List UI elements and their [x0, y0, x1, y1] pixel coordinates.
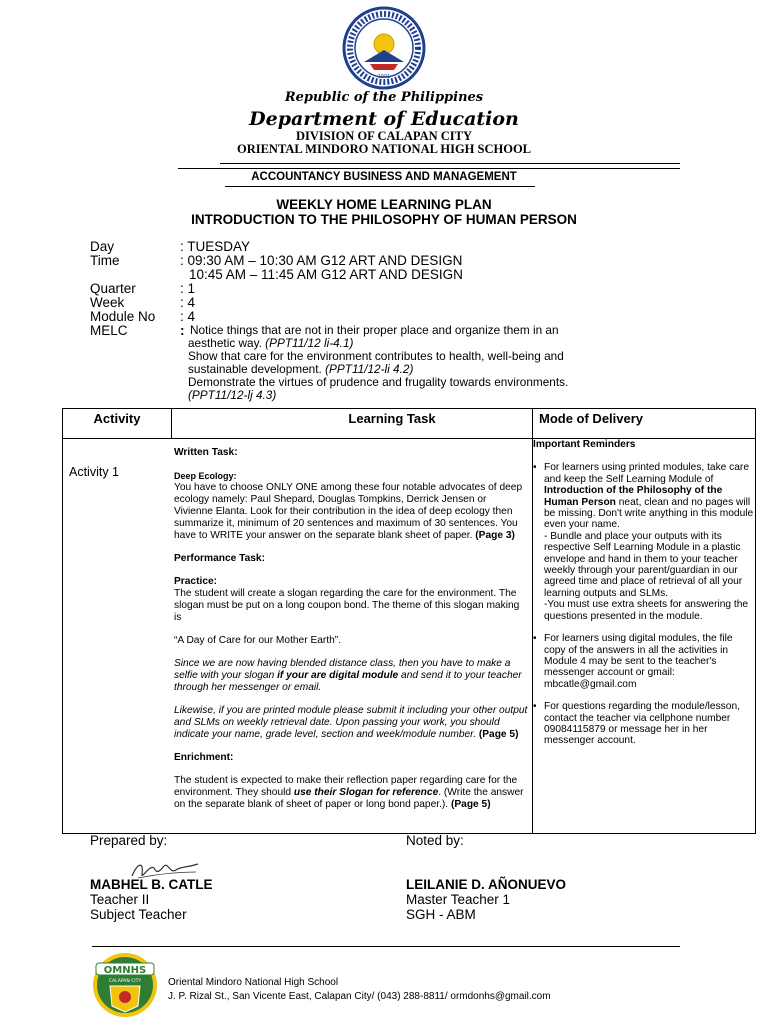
deep-ecology-heading: Deep Ecology:: [174, 471, 237, 481]
digital-instruction: Since we are now having blended distance class, then you have to make a selfie with your slogan if your are digital module and send it to your teacher through her messenger or email.: [174, 658, 522, 693]
department-title: Department of Education: [249, 108, 519, 130]
slogan-theme: “A Day of Care for our Mother Earth”.: [174, 635, 342, 646]
strand-title: ACCOUNTANCY BUSINESS AND MANAGEMENT: [251, 171, 517, 183]
reminders-heading: Important Reminders: [533, 439, 636, 450]
prepared-by-label: Prepared by:: [90, 833, 168, 848]
quarter-label: Quarter: [90, 281, 136, 296]
melc-text: Demonstrate the virtues of prudence and frugality towards environments.: [188, 375, 569, 389]
noted-title: Master Teacher 1: [406, 892, 511, 907]
omnhs-logo: [92, 952, 158, 1018]
module-label: Module No: [90, 309, 156, 324]
footer-divider: [92, 946, 680, 947]
list-item: • For learners using printed modules, take care and keep the Self Learning Module of Introduction of the Philosophy of the Human Person neat, clean and no pages will be missing. Don't write anything in this module even your name. - Bundle and place your outputs with its respective Self Learning Module in a plastic envelope and hand in them to your teacher weekly through your parent/guardian in our agreed time and place of retrieval of all your learning outputs and SLMs. -You must use extra sheets for answering the questions presented in the module.: [533, 462, 755, 622]
footer-school: Oriental Mindoro National High School: [168, 977, 339, 988]
school-line: ORIENTAL MINDORO NATIONAL HIGH SCHOOL: [236, 142, 532, 156]
performance-task-heading: Performance Task:: [174, 553, 265, 564]
learning-plan-table: [62, 408, 756, 834]
list-item: • For questions regarding the module/lesson, contact the teacher via cellphone number 09084115879 or message her in her messenger account.: [533, 701, 755, 747]
svg-text:1901: 1901: [377, 74, 391, 80]
written-task-heading: Written Task:: [174, 447, 238, 458]
learning-task-header: Learning Task: [172, 409, 533, 439]
quarter-value: : 1: [180, 281, 196, 296]
melc-text: Notice things that are not in their proper place and organize them in an: [190, 323, 559, 337]
learning-task-content: [63, 439, 532, 811]
enrichment-heading: Enrichment:: [174, 752, 234, 763]
subject-title: INTRODUCTION TO THE PHILOSOPHY OF HUMAN PERSON: [191, 212, 577, 227]
enrichment-body: The student is expected to make their reflection paper regarding care for the environment. They should use their Slogan for reference. (Write the answer on the separate blank of sheet of paper or long bond paper.). (Page 5): [174, 775, 524, 810]
melc-colon: :: [180, 323, 185, 338]
melc-text: Show that care for the environment contributes to health, well-being and: [188, 349, 564, 363]
day-value: : TUESDAY: [180, 239, 251, 254]
svg-text:OMNHS: OMNHS: [103, 965, 147, 976]
activity-label: Activity 1: [69, 465, 120, 479]
deped-seal-logo: [342, 6, 426, 90]
task-cell: [63, 439, 533, 834]
melc-text: aesthetic way. (PPT11/12 li-4.1): [188, 336, 354, 350]
activity-header: Activity: [63, 409, 172, 439]
divider-line: [220, 163, 680, 164]
week-label: Week: [90, 295, 125, 310]
prepared-name: MABHEL B. CATLE: [90, 877, 213, 892]
plan-title: WEEKLY HOME LEARNING PLAN: [276, 197, 492, 212]
noted-by-label: Noted by:: [406, 833, 464, 848]
division-line: DIVISION OF CALAPAN CITY: [295, 129, 473, 143]
prepared-title: Teacher II: [90, 892, 150, 907]
melc-text: sustainable development. (PPT11/12-li 4.2): [188, 362, 414, 376]
deep-ecology-body: You have to choose ONLY ONE among these four notable advocates of deep ecology namely: Paul Shepard, Douglas Tompkins, Derrick Jensen or Vivienne Elanta. Look for their contribution in the idea of deep ecology then summarize it, minimum of 20 sentences and maximum of 30 sentences. You have to WRITE your answer on the separate blank sheet of paper. (Page 3): [174, 482, 523, 541]
reminders-list: [533, 462, 755, 746]
republic-line: Republic of the Philippines: [284, 90, 484, 105]
mode-of-delivery-cell: [533, 439, 756, 834]
melc-label: MELC: [90, 323, 128, 338]
noted-name: LEILANIE D. AÑONUEVO: [406, 877, 567, 892]
module-value: : 4: [180, 309, 196, 324]
prepared-role: Subject Teacher: [90, 907, 187, 922]
day-label: Day: [90, 239, 115, 254]
week-value: : 4: [180, 295, 196, 310]
mode-of-delivery-header: Mode of Delivery: [533, 409, 756, 439]
list-item: • For learners using digital modules, the file copy of the answers in all the activities in Module 4 may be sent to the teacher's messenger account or gmail: mbcatle@gmail.com: [533, 633, 755, 690]
practice-body: The student will create a slogan regarding the care for the environment. The slogan must be put on a long coupon bond. The theme of this slogan making is: [174, 588, 520, 623]
divider-line: [178, 168, 680, 169]
table-header-row: [63, 409, 756, 439]
time-label: Time: [90, 253, 120, 268]
divider-line: [225, 186, 535, 187]
noted-role: SGH - ABM: [406, 907, 476, 922]
practice-heading: Practice:: [174, 576, 218, 587]
table-row: [63, 439, 756, 834]
time-value-1: : 09:30 AM – 10:30 AM G12 ART AND DESIGN: [180, 253, 463, 268]
svg-text:CALAPAN CITY: CALAPAN CITY: [108, 979, 142, 984]
footer-address: J. P. Rizal St., San Vicente East, Calapan City/ (043) 288-8811/ ormdonhs@gmail.com: [168, 991, 551, 1002]
time-value-2: 10:45 AM – 11:45 AM G12 ART AND DESIGN: [189, 267, 463, 282]
melc-text: (PPT11/12-lj 4.3): [188, 388, 277, 402]
printed-instruction: Likewise, if you are printed module please submit it including your other output and SLMs on weekly retrieval date. Upon passing your work, you should indicate your name, grade level, section and week/module number. (Page 5): [174, 705, 528, 740]
